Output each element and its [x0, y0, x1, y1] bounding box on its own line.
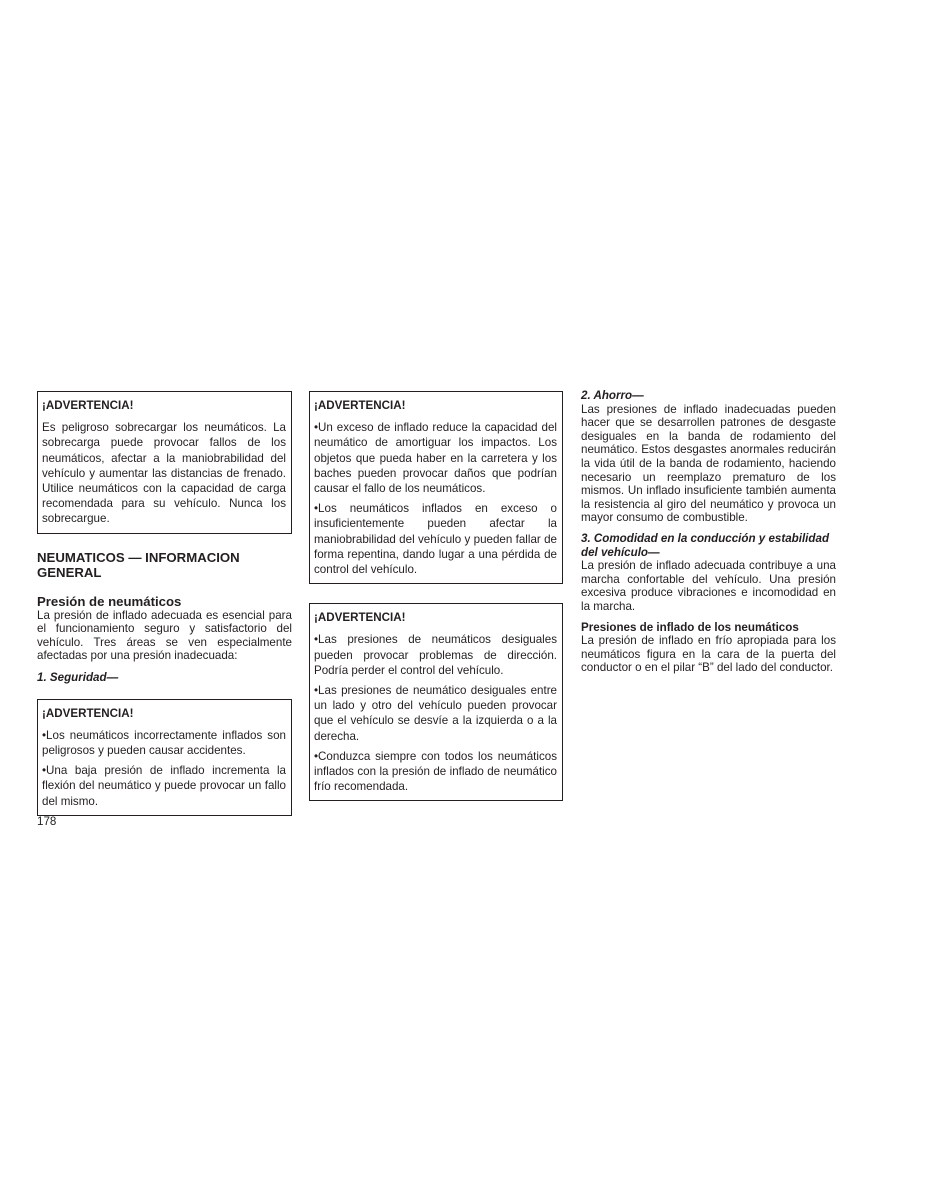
warning-bullet: •Un exceso de inflado reduce la capacidad del neumático de amortiguar los impactos. Los objetos que pueda haber en la carretera y los baches pueden provocar daños que podrían causar el fallo de los neumáticos.: [314, 421, 557, 496]
warning-bullet: •Las presiones de neumáticos desiguales pueden provocar problemas de dirección. Podría perder el control del vehículo.: [314, 633, 557, 677]
warning-bullet: •Las presiones de neumático desiguales entre un lado y otro del vehículo pueden provocar que el vehículo se desvíe a la izquierda o a la derecha.: [314, 684, 557, 743]
warning-box-uneven-pressure: [309, 603, 563, 801]
page-number: 178: [37, 815, 57, 828]
warning-title: ¡ADVERTENCIA!: [42, 399, 134, 412]
right-column: [581, 389, 836, 675]
warning-box-overinflation: [309, 391, 563, 584]
intro-paragraph: La presión de inflado adecuada es esencial para el funcionamiento seguro y satisfactorio del vehículo. Tres áreas se ven especialmente afectadas por una presión inadecuada:: [37, 608, 292, 663]
item-economy-title: 2. Ahorro—: [581, 389, 644, 402]
middle-column: [309, 391, 563, 801]
warning-paragraph: Es peligroso sobrecargar los neumáticos. La sobrecarga puede provocar fallos de los neumáticos, afectar a la maniobrabilidad del vehículo y aumentar las distancias de frenado. Utilice neumáticos con la capacidad de carga recomendada para su vehículo. Nunca los sobrecargue.: [42, 421, 286, 526]
warning-box-safety: [37, 699, 292, 816]
warning-bullet: •Una baja presión de inflado incrementa la flexión del neumático y puede provocar un fallo del mismo.: [42, 764, 286, 808]
warning-bullet: •Los neumáticos inflados en exceso o insuficientemente pueden afectar la maniobrabilidad del vehículo y pueden fallar de forma repentina, dando lugar a una pérdida de control del vehículo.: [314, 502, 557, 577]
warning-title: ¡ADVERTENCIA!: [314, 399, 406, 412]
inflation-pressures-text: La presión de inflado en frío apropiada para los neumáticos figura en la cara de la puerta del conductor o en el pilar “B” del lado del conductor.: [581, 634, 836, 675]
item-comfort-text: La presión de inflado adecuada contribuye a una marcha confortable del vehículo. Una presión excesiva produce vibraciones e incomodidad en la marcha.: [581, 559, 836, 613]
item-safety-title: 1. Seguridad—: [37, 671, 119, 684]
warning-bullet: •Los neumáticos incorrectamente inflados son peligrosos y pueden causar accidentes.: [42, 728, 286, 757]
item-economy-text: Las presiones de inflado inadecuadas pueden hacer que se desarrollen patrones de desgaste desiguales en la banda de rodamiento del neumático. Estos desgastes anormales reducirán la vida útil de la banda de rodamiento, haciendo necesario un reemplazo prematuro de los mismos. Un inflado insuficiente también aumenta la resistencia al giro del neumático y provoca un mayor consumo de combustible.: [581, 402, 836, 525]
section-heading: NEUMATICOS — INFORMACION GENERAL: [37, 549, 240, 580]
warning-bullet: •Conduzca siempre con todos los neumáticos inflados con la presión de inflado de neumático frío recomendada.: [314, 749, 557, 794]
inflation-pressures-heading: Presiones de inflado de los neumáticos: [581, 620, 799, 634]
item-comfort-title: 3. Comodidad en la conducción y estabilidad del vehículo—: [581, 531, 830, 559]
left-column: [37, 391, 292, 816]
warning-box-overload: [37, 391, 292, 534]
warning-title: ¡ADVERTENCIA!: [42, 706, 134, 720]
sub-heading-tire-pressure: Presión de neumáticos: [37, 593, 182, 609]
warning-title: ¡ADVERTENCIA!: [314, 611, 406, 625]
